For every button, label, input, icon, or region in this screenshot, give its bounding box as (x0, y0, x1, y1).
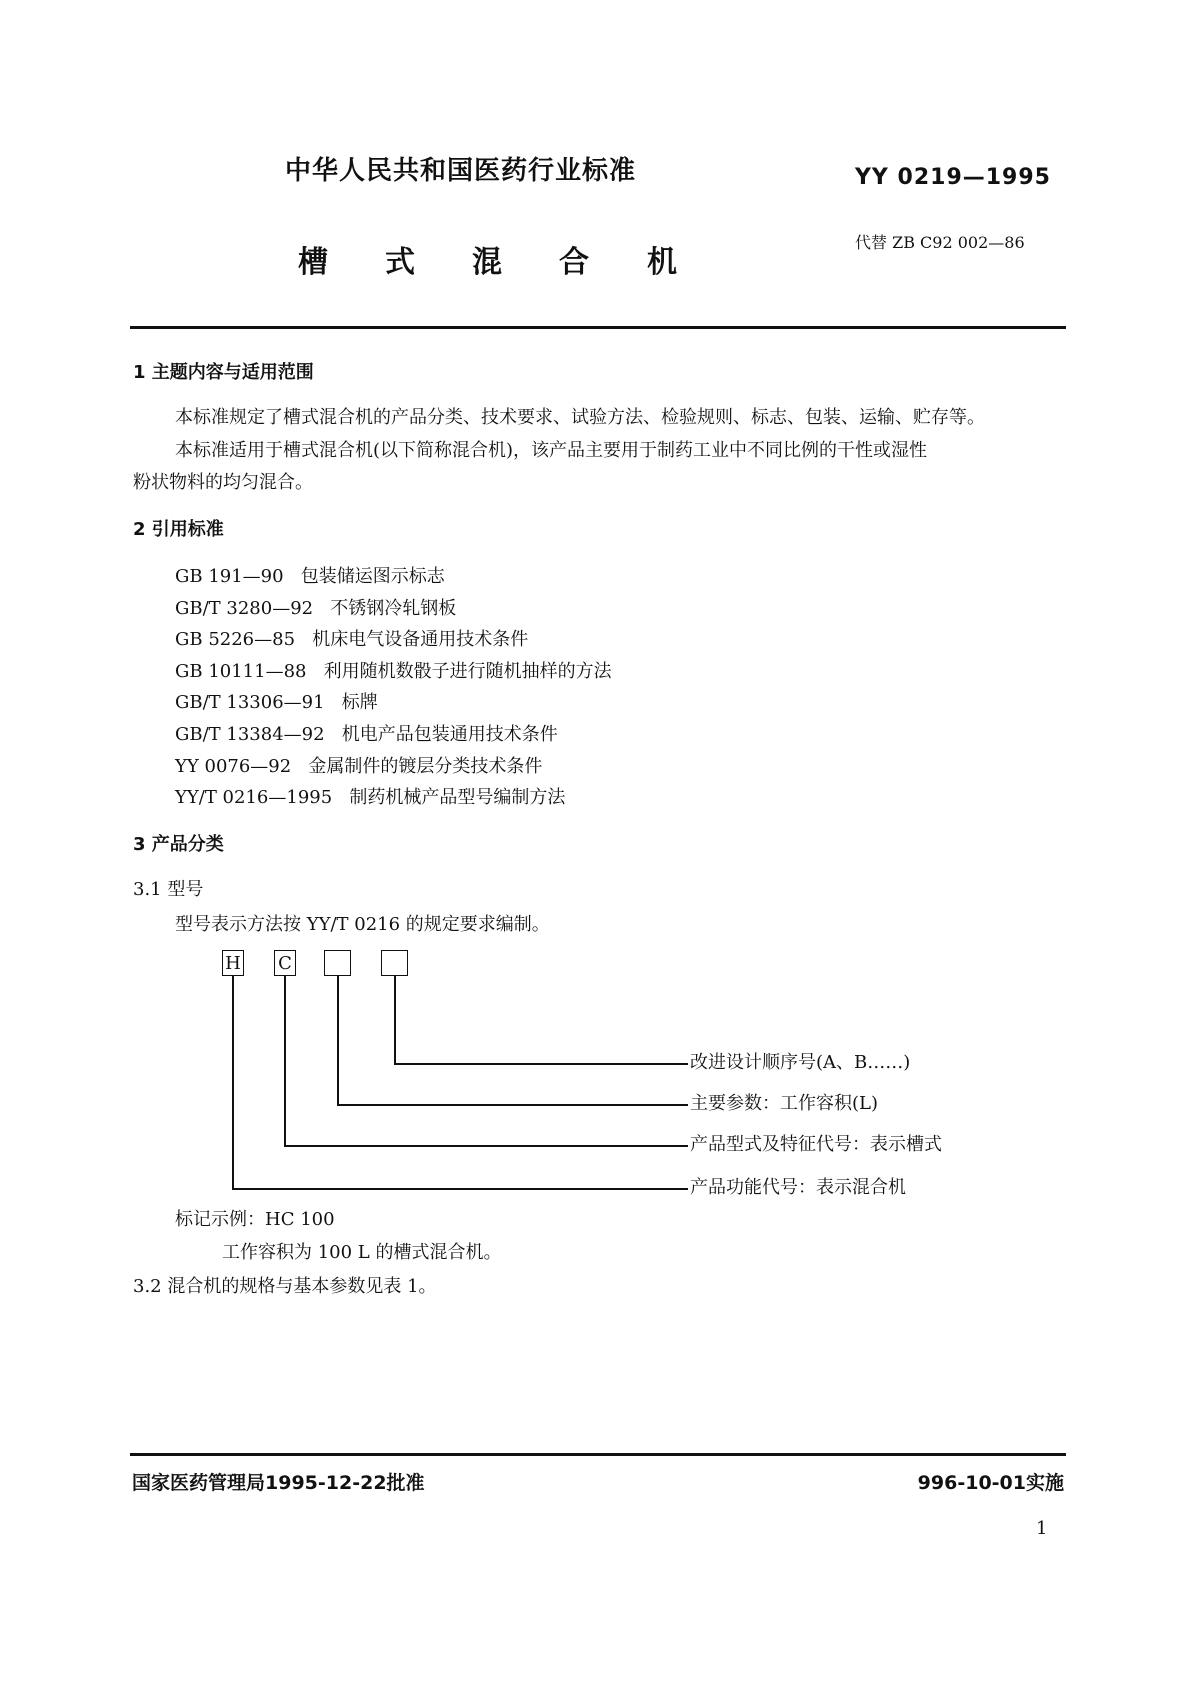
section-1-heading: 1 主题内容与适用范围 (133, 362, 314, 383)
diagram-label: 产品型式及特征代号：表示槽式 (690, 1134, 942, 1155)
ref-code: GB/T 13384—92 (175, 724, 325, 745)
model-box-revision (381, 950, 408, 976)
ref-code: GB/T 3280—92 (175, 598, 314, 619)
subsection-3-2: 3.2 混合机的规格与基本参数见表 1。 (133, 1276, 437, 1297)
doc-title-char: 合 (559, 245, 589, 280)
ref-code: GB 5226—85 (175, 629, 296, 650)
doc-title-char: 混 (472, 245, 502, 280)
ref-code: GB 10111—88 (175, 661, 307, 682)
leader-line (394, 1063, 688, 1065)
doc-number: YY 0219—1995 (855, 165, 1051, 190)
doc-title-char: 机 (647, 245, 677, 280)
ref-title: 机电产品包装通用技术条件 (341, 724, 558, 745)
reference-item (175, 723, 558, 747)
replaces-note: 代替 ZB C92 002—86 (855, 233, 1025, 252)
approval-note: 国家医药管理局1995-12-22批准 (132, 1472, 425, 1494)
leader-line (232, 1188, 688, 1190)
leader-line (232, 976, 234, 1189)
ref-title: 金属制件的镀层分类技术条件 (308, 756, 543, 777)
leader-line (337, 1104, 688, 1106)
paragraph: 型号表示方法按 YY/T 0216 的规定要求编制。 (175, 914, 550, 935)
reference-item (175, 691, 378, 715)
diagram-label: 改进设计顺序号(A、B……) (690, 1052, 911, 1073)
ref-code: GB 191—90 (175, 566, 284, 587)
ref-title: 包装储运图示标志 (300, 566, 445, 587)
paragraph: 本标准规定了槽式混合机的产品分类、技术要求、试验方法、检验规则、标志、包装、运输、贮存等。 (175, 407, 985, 428)
ref-code: GB/T 13306—91 (175, 692, 325, 713)
reference-item (175, 660, 612, 684)
marking-example: 标记示例：HC 100 (175, 1209, 335, 1230)
footer-rule (130, 1453, 1066, 1456)
leader-line (394, 976, 396, 1064)
leader-line (284, 1145, 688, 1147)
leader-line (337, 976, 339, 1105)
paragraph: 本标准适用于槽式混合机(以下简称混合机)，该产品主要用于制药工业中不同比例的干性或湿性 (175, 440, 928, 461)
leader-line (284, 976, 286, 1146)
reference-item (175, 565, 445, 589)
section-2-heading: 2 引用标准 (133, 519, 224, 540)
header-rule (130, 326, 1066, 329)
page-number: 1 (1036, 1518, 1048, 1539)
subsection-3-1-heading: 3.1 型号 (133, 879, 204, 900)
org-title: 中华人民共和国医药行业标准 (285, 156, 637, 186)
doc-title-char: 槽 (298, 245, 328, 280)
paragraph: 粉状物料的均匀混合。 (133, 472, 313, 493)
diagram-label: 产品功能代号：表示混合机 (690, 1177, 906, 1198)
ref-title: 机床电气设备通用技术条件 (312, 629, 529, 650)
ref-code: YY/T 0216—1995 (175, 787, 333, 808)
ref-title: 制药机械产品型号编制方法 (349, 787, 566, 808)
reference-item (175, 628, 528, 652)
doc-title-char: 式 (385, 245, 415, 280)
effective-date: 996-10-01实施 (917, 1472, 1064, 1494)
ref-title: 利用随机数骰子进行随机抽样的方法 (323, 661, 612, 682)
ref-title: 标牌 (341, 692, 378, 713)
ref-title: 不锈钢冷轧钢板 (330, 598, 457, 619)
reference-item (175, 597, 456, 621)
section-3-heading: 3 产品分类 (133, 834, 224, 855)
reference-item (175, 786, 565, 810)
reference-item (175, 755, 542, 779)
diagram-label: 主要参数：工作容积(L) (690, 1093, 878, 1114)
ref-code: YY 0076—92 (175, 756, 292, 777)
model-box-c: C (274, 950, 296, 976)
model-box-capacity (324, 950, 351, 976)
model-box-h: H (222, 950, 244, 976)
marking-example-desc: 工作容积为 100 L 的槽式混合机。 (222, 1242, 502, 1263)
